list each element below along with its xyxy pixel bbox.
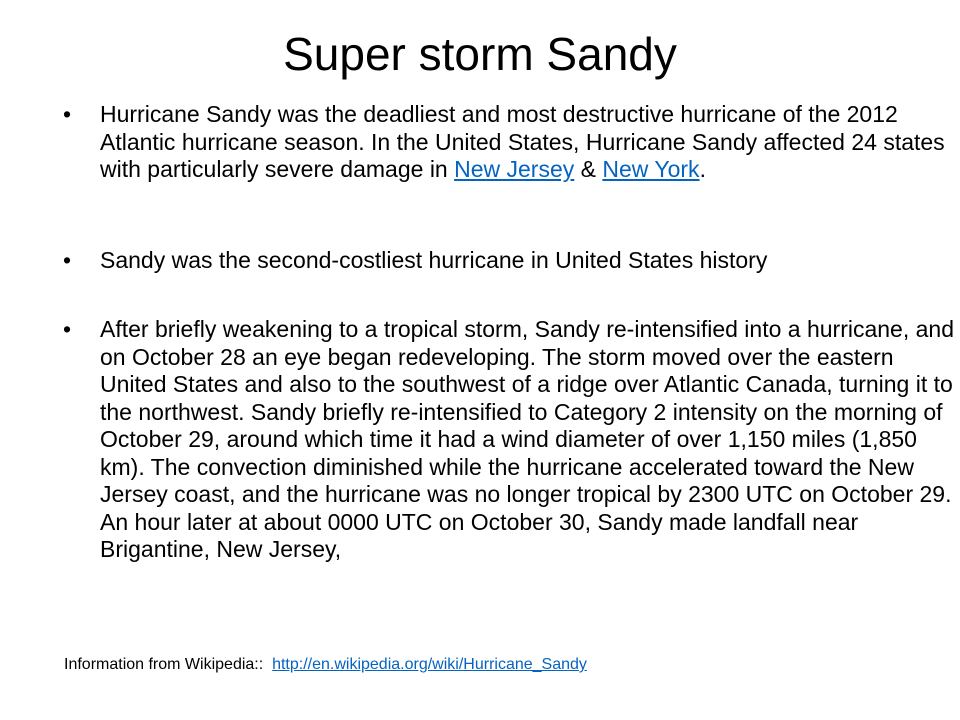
new-york-link[interactable]: New York: [602, 156, 700, 182]
bullet-text-separator: &: [574, 156, 603, 182]
bullet-text: After briefly weakening to a tropical storm, Sandy re-intensified into a hurricane, and on October 28 an eye began redeveloping. The storm moved over the eastern United States and also to the southwest of a ridge over Atlantic Canada, turning it to the northwest. Sandy briefly re-intensified to Category 2 intensity on the morning of October 29, around which time it had a wind diameter of over 1,150 miles (1,850 km). The convection diminished while the hurricane accelerated toward the New Jersey coast, and the hurricane was no longer tropical by 2300 UTC on October 29. An hour later at about 0000 UTC on October 30, Sandy made landfall near Brigantine, New Jersey,: [100, 316, 954, 562]
source-label: Information from Wikipedia::: [64, 656, 273, 673]
bullet-text: Sandy was the second-costliest hurricane in United States history: [100, 247, 768, 273]
bullet-item: [60, 247, 956, 275]
wikipedia-source-link[interactable]: http://en.wikipedia.org/wiki/Hurricane_Sandy: [272, 656, 587, 673]
bullet-item: [60, 316, 956, 564]
source-footer: [64, 655, 587, 675]
new-jersey-link[interactable]: New Jersey: [454, 156, 575, 182]
bullet-text-end: .: [699, 156, 706, 182]
slide-title: Super storm Sandy: [283, 28, 677, 80]
bullet-item: [60, 101, 956, 184]
bullet-text: Hurricane Sandy was the deadliest and most destructive hurricane of the 2012 Atlantic hurricane season. In the United States, Hurricane Sandy affected 24 states with particularly severe damage in: [100, 101, 945, 182]
